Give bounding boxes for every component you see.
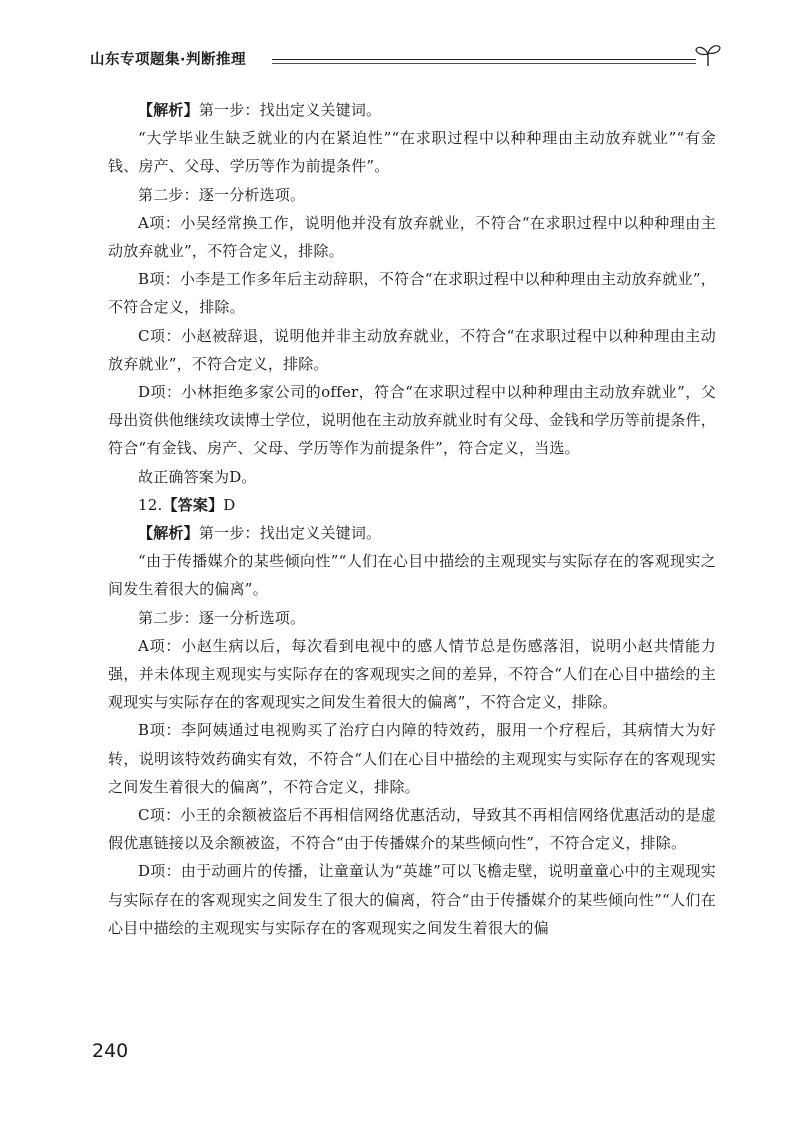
paragraph: [108, 124, 716, 180]
paragraph: [108, 716, 716, 801]
page-number: 240: [92, 1040, 129, 1062]
paragraph: [108, 209, 716, 265]
paragraph-text: 第二步：逐一分析选项。: [138, 185, 306, 204]
paragraph: [108, 96, 716, 124]
paragraph-text: 第二步：逐一分析选项。: [138, 608, 306, 627]
paragraph-text: “由于传播媒介的某些倾向性”“人们在心目中描绘的主观现实与实际存在的客观现实之间发生着很大的偏离”。: [108, 552, 716, 599]
paragraph-text: 第一步：找出定义关键词。: [198, 101, 382, 119]
paragraph: [108, 632, 716, 717]
paragraph: [108, 463, 716, 491]
sprout-icon: [694, 42, 722, 68]
paragraph-text: B项：李阿姨通过电视购买了治疗白内障的特效药，服用一个疗程后，其病情大为好转，说明该特效药确实有效，不符合“人们在心目中描绘的主观现实与实际存在的客观现实之间发生着很大的偏离”，不符合定义，排除。: [108, 721, 716, 796]
paragraph-text: D项：由于动画片的传播，让童童认为“英雄”可以飞檐走壁，说明童童心中的主观现实与实际存在的客观现实之间发生了很大的偏离，符合“由于传播媒介的某些倾向性”“人们在心目中描绘的主观现实与实际存在的客观现实之间发生着很大的偏: [108, 862, 716, 937]
paragraph-text: 第一步：找出定义关键词。: [198, 524, 382, 543]
paragraph-text: C项：小赵被辞退，说明他并非主动放弃就业，不符合“在求职过程中以种种理由主动放弃就业”，不符合定义，排除。: [108, 326, 716, 373]
paragraph: [108, 801, 716, 857]
paragraph: [108, 604, 716, 632]
header-rule-thin: [272, 63, 696, 64]
question-number: 12.: [138, 495, 163, 514]
paragraph-text: B项：小李是工作多年后主动辞职，不符合“在求职过程中以种种理由主动放弃就业”，不符合定义，排除。: [108, 270, 716, 317]
paragraph-text: A项：小赵生病以后，每次看到电视中的感人情节总是伤感落泪，说明小赵共情能力强，并未体现主观现实与实际存在的客观现实之间的差异，不符合“人们在心目中描绘的主观现实与实际存在的客观现实之间发生着很大的偏离”，不符合定义，排除。: [108, 636, 716, 712]
header-title: 山东专项题集·判断推理: [90, 52, 247, 68]
paragraph-text: C项：小王的余额被盗后不再相信网络优惠活动，导致其不再相信网络优惠活动的是虚假优惠链接以及余额被盗，不符合“由于传播媒介的某些倾向性”，不符合定义，排除。: [108, 806, 716, 853]
paragraph: [108, 519, 716, 547]
running-header: [90, 42, 720, 72]
analysis-tag: 【解析】: [138, 524, 199, 543]
answer-value: D: [223, 495, 236, 514]
paragraph: [108, 322, 716, 378]
paragraph-text: D项：小林拒绝多家公司的offer，符合“在求职过程中以种种理由主动放弃就业”，父母出资供他继续攻读博士学位，说明他在主动放弃就业时有父母、金钱和学历等前提条件，符合“有金钱、房产、父母、学历等作为前提条件”，符合定义，当选。: [108, 383, 717, 458]
analysis-tag: 【解析】: [138, 101, 199, 119]
answer-line: [108, 491, 716, 519]
paragraph: [108, 547, 716, 603]
paragraph: [108, 378, 716, 463]
header-rule: [272, 59, 696, 60]
paragraph: [108, 857, 716, 942]
answer-tag: 【答案】: [162, 495, 224, 514]
paragraph: [108, 181, 716, 209]
paragraph-text: 故正确答案为D。: [138, 467, 257, 486]
page-body: [108, 96, 716, 942]
paragraph-text: “大学毕业生缺乏就业的内在紧迫性”“在求职过程中以种种理由主动放弃就业”“有金钱、房产、父母、学历等作为前提条件”。: [108, 129, 716, 176]
paragraph: [108, 265, 716, 321]
paragraph-text: A项：小吴经常换工作，说明他并没有放弃就业，不符合“在求职过程中以种种理由主动放弃就业”，不符合定义，排除。: [108, 213, 716, 261]
